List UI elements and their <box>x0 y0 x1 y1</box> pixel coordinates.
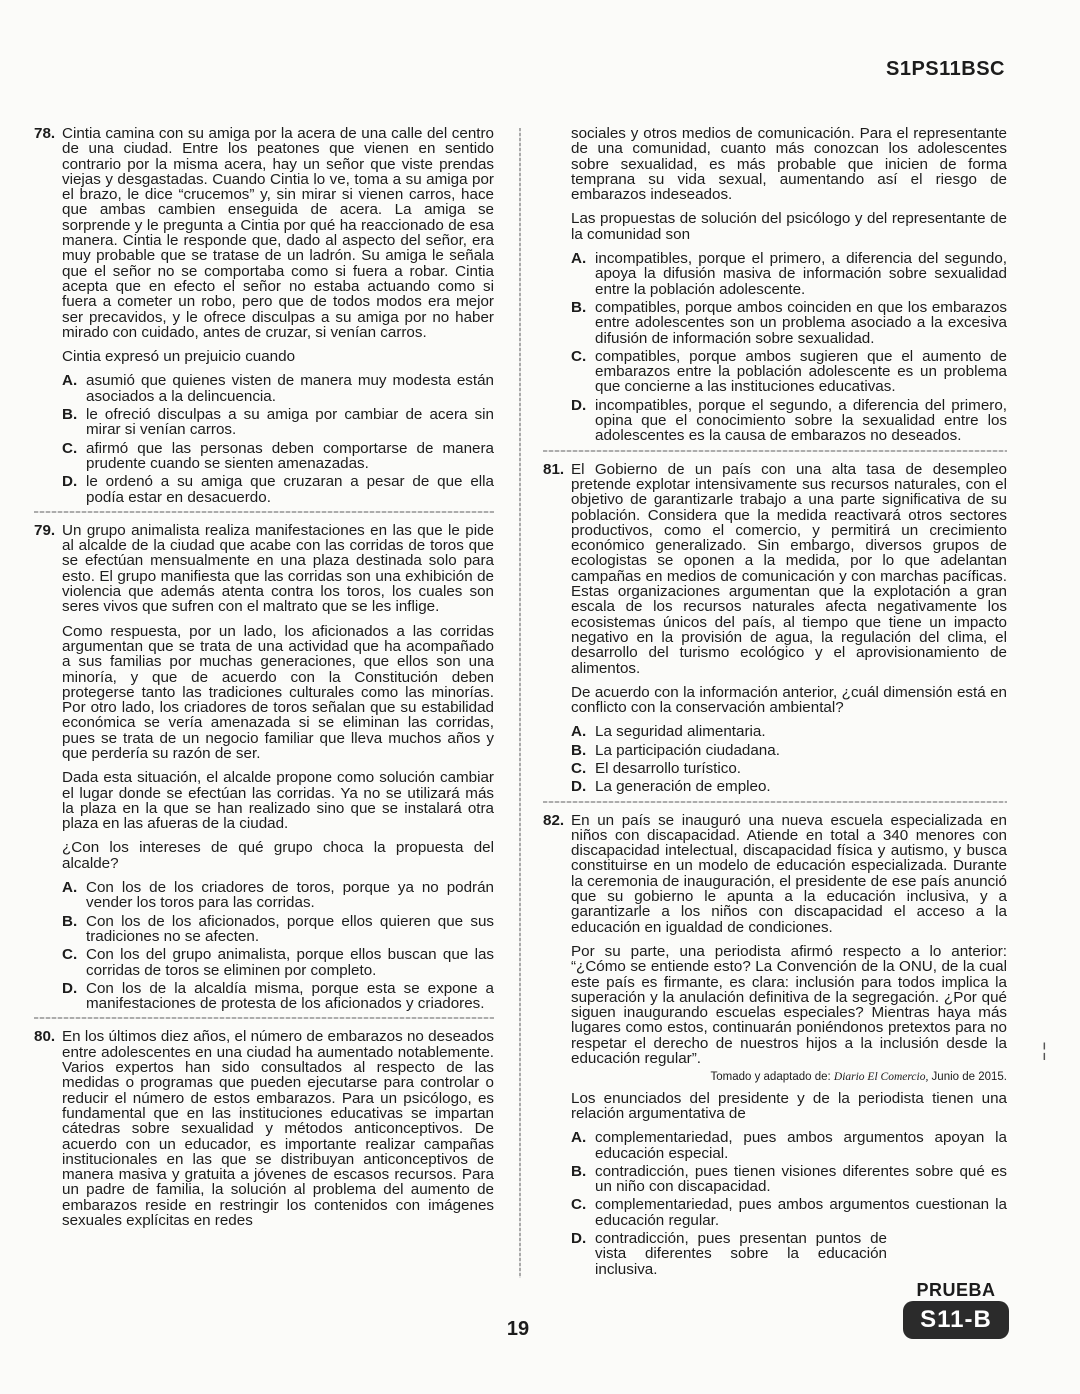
option-letter: C. <box>571 1196 587 1214</box>
option-b[interactable] <box>571 1164 1007 1195</box>
option-text: contradicción, pues presentan puntos de vista diferentes sobre la educación inclusiva. <box>595 1230 887 1278</box>
option-letter: B. <box>571 741 587 759</box>
option-d[interactable] <box>571 779 1007 794</box>
option-letter: B. <box>62 912 78 930</box>
question-prompt: Las propuestas de solución del psicólogo y del representante de la comunidad son <box>571 210 1007 243</box>
test-code-badge: S11-B <box>903 1301 1009 1339</box>
option-letter: C. <box>62 439 78 457</box>
source-title: Diario El Comercio, <box>833 1071 929 1084</box>
question-text: Como respuesta, por un lado, los aficionados a las corridas argumentan que se trata de una actividad que ha acompañado a sus familias por muchas generaciones, que ellos son una minoría, y que de acuerdo con la Constitución deben protegerse tanto las tradiciones culturales como las minorías. Por otro lado, los criadores de toros señalan que su estabilidad económica se vería amenazada si se eliminan las corridas, pues se trata de un negocio familiar que lleva muchos años y que perdería su razón de ser. <box>62 622 494 762</box>
page-number: 19 <box>506 1318 530 1340</box>
option-d[interactable] <box>62 474 494 505</box>
source-citation <box>571 1070 1007 1085</box>
option-text: La seguridad alimentaria. <box>595 723 766 741</box>
option-c[interactable] <box>62 947 494 978</box>
option-text: Con los de la alcaldía misma, porque esta se expone a manifestaciones de protesta de los aficionados y criadores. <box>86 979 494 1013</box>
option-letter: D. <box>571 1230 587 1247</box>
option-c[interactable] <box>571 1197 1007 1228</box>
option-text: El desarrollo turístico. <box>595 759 742 777</box>
option-letter: D. <box>571 778 587 796</box>
question-number: 82. <box>543 811 565 829</box>
option-text: La participación ciudadana. <box>595 741 780 759</box>
option-b[interactable] <box>62 407 494 438</box>
option-a[interactable] <box>571 724 1007 739</box>
option-text: incompatibles, porque el segundo, a diferencia del primero, opina que el conocimiento sobre la sexualidad entre los adolescentes es la causa de embarazos no deseados. <box>595 396 1007 445</box>
option-letter: A. <box>62 372 78 390</box>
option-a[interactable] <box>571 251 1007 297</box>
options-list <box>62 373 494 504</box>
option-letter: B. <box>571 298 587 316</box>
question-separator <box>34 1017 494 1019</box>
option-letter: D. <box>62 473 78 491</box>
option-b[interactable] <box>571 743 1007 758</box>
question-79 <box>34 523 494 1012</box>
option-text: Con los de los aficionados, porque ellos quieren que sus tradiciones no se afecten. <box>86 912 494 945</box>
option-d[interactable] <box>571 398 1007 444</box>
option-letter: A. <box>571 1129 587 1147</box>
question-text: Dada esta situación, el alcalde propone como solución cambiar el lugar donde se efectúan las corridas. Ya no se utilizará más la plaza en la que se han realizado sino que se instalará otra plaza en las afueras de la ciudad. <box>62 769 494 833</box>
option-a[interactable] <box>62 373 494 404</box>
question-prompt: Los enunciados del presidente y de la periodista tienen una relación argumentativa de <box>571 1089 1007 1122</box>
option-letter: C. <box>62 946 78 964</box>
option-text: incompatibles, porque el primero, a diferencia del segundo, apoya la difusión masiva de información sobre sexualidad entre la población adolescente. <box>595 250 1007 298</box>
question-text: Por su parte, una periodista afirmó respecto a lo anterior: “¿Cómo se entiende esto? La Convención de la ONU, de la cual este país es firmante, es clara: inclusión para todos implica la superación y la anulación definitiva de la segregación. ¿Por qué siguen inaugurando escuelas especiales? Mientras haya más lugares como estos, continuarán poniéndonos pretextos para no respetar el derecho de nuestros hijos a la inclusión desde la educación regular”. <box>571 942 1007 1068</box>
question-number: 81. <box>543 460 565 478</box>
question-number: 78. <box>34 125 56 142</box>
source-prefix: Tomado y adaptado de: <box>710 1071 831 1084</box>
option-text: complementariedad, pues ambos argumentos apoyan la educación especial. <box>595 1129 1007 1162</box>
option-text: Con los de los criadores de toros, porque ya no podrán vender los toros para las corridas. <box>86 879 494 912</box>
question-text: En los últimos diez años, el número de embarazos no deseados entre adolescentes en una ciudad ha aumentado notablemente. Varios expertos han sido consultados al respecto de las medidas o programas que pueden ejecutarse para controlar o reducir el número de estos embarazos. Para un psicólogo, es fundamental que en las instituciones educativas se impartan cátedras sobre sexualidad y métodos anticonceptivos. De acuerdo con un educador, es importante realizar campañas institucionales en las que se distribuyan anticonceptivos de manera masiva y gratuita a jóvenes de escasos recursos. Para un padre de familia, la solución al problema del aumento de embarazos reside en restringir los contenidos con imágenes sexuales explícitas en redes <box>62 1028 494 1229</box>
option-letter: A. <box>571 250 587 268</box>
question-separator <box>34 511 494 513</box>
column-divider <box>519 128 521 1278</box>
right-column <box>543 126 1007 1280</box>
question-prompt: De acuerdo con la información anterior, ¿cuál dimensión está en conflicto con la conservación ambiental? <box>571 683 1007 717</box>
question-text: Un grupo animalista realiza manifestaciones en las que le pide al alcalde de la ciudad que acabe con las corridas de toros que se efectúan mensualmente en una plaza destinada solo para esto. El grupo manifiesta que las corridas son una exhibición de violencia que además atenta contra los toros, los cuales son seres vivos que sufren con el maltrato que se les inflige. <box>62 521 494 616</box>
options-list <box>571 251 1007 444</box>
margin-mark: ¦ <box>1042 1040 1047 1060</box>
option-text: le ofreció disculpas a su amiga por cambiar de acera sin mirar si venían carros. <box>86 406 494 439</box>
option-text: afirmó que las personas deben comportarse de manera prudente cuando se sienten amenazadas. <box>86 439 494 472</box>
option-c[interactable] <box>571 761 1007 776</box>
question-text: Cintia camina con su amiga por la acera de una calle del centro de una ciudad. Entre los peatones que vienen en sentido contrario por la misma acera, hay un señor que viste prendas viejas y desgastadas. Cuando Cintia lo ve, toma a su amiga por el brazo, le dice “crucemos” y, sin mirar si vienen carros, hace que ambas cambien enseguida de acera. La amiga se sorprende y le pregunta a Cintia por qué ha reaccionado de esa manera. Cintia le responde que, dado al aspecto del señor, era muy probable que se tratase de un ladrón. Su amiga le señala que el señor no se comportaba como si fuera a robar. Cintia acepta que en efecto el señor no estaba actuando como si fuera a cometer un robo, pero que de todos modos era mejor ser precavidos, y le ofrece disculpas a su amiga por no haber mirado con cuidado, antes de cruzar, si venían carros. <box>62 125 494 341</box>
option-text: La generación de empleo. <box>595 778 771 796</box>
left-column <box>34 126 494 1237</box>
option-text: asumió que quienes visten de manera muy modesta están asociados a la delincuencia. <box>86 372 494 405</box>
option-text: le ordenó a su amiga que cruzaran a pesar de que ella podía estar en desacuerdo. <box>86 473 494 506</box>
question-80-continued <box>543 126 1007 444</box>
option-text: contradicción, pues tienen visiones diferentes sobre qué es un niño con discapacidad. <box>595 1162 1007 1196</box>
option-letter: B. <box>571 1162 587 1180</box>
option-b[interactable] <box>62 914 494 945</box>
question-82 <box>543 813 1007 1277</box>
option-a[interactable] <box>571 1130 1007 1161</box>
option-text: compatibles, porque ambos sugieren que el aumento de embarazos entre la población adolescente es un problema que concierne a las instituciones educativas. <box>595 347 1007 396</box>
option-text: complementariedad, pues ambos argumentos cuestionan la educación regular. <box>595 1196 1007 1229</box>
question-number: 79. <box>34 521 56 539</box>
test-label: PRUEBA <box>916 1280 996 1300</box>
options-list <box>571 724 1007 794</box>
option-letter: D. <box>62 979 78 997</box>
question-81 <box>543 462 1007 795</box>
question-separator <box>543 801 1007 803</box>
option-text: compatibles, porque ambos coinciden en que los embarazos entre adolescentes son un problema asociado a la excesiva difusión de información sobre sexualidad. <box>595 298 1007 347</box>
source-date: Junio de 2015. <box>931 1071 1007 1084</box>
question-text: En un país se inauguró una nueva escuela especializada en niños con discapacidad. Atiende en total a 340 menores con discapacidad intelectual, discapacidad física y autismo, y busca constituirse en un modelo de educación especializada. Durante la ceremonia de inauguración, el presidente de ese país anunció que su gobierno le apunta a la educación inclusiva, y a garantizarle a los niños con discapacidad el acceso a la educación en igualdad de condiciones. <box>571 811 1007 936</box>
question-separator <box>543 450 1007 452</box>
option-letter: B. <box>62 406 78 424</box>
question-prompt: ¿Con los intereses de qué grupo choca la propuesta del alcalde? <box>62 839 494 872</box>
option-letter: A. <box>62 879 78 897</box>
question-text: sociales y otros medios de comunicación. Para el representante de una comunidad, cuanto más conozcan los adolescentes sobre sexualidad, es más probable que inicien de forma temprana su vida sexual, aumentando así el riesgo de embarazos indeseados. <box>571 125 1007 204</box>
option-text: Con los del grupo animalista, porque ellos buscan que las corridas de toros se eliminen por completo. <box>86 946 494 979</box>
exam-code: S1PS11BSC <box>885 58 1005 80</box>
option-a[interactable] <box>62 880 494 911</box>
option-c[interactable] <box>571 349 1007 395</box>
question-prompt: Cintia expresó un prejuicio cuando <box>62 348 296 366</box>
question-text: El Gobierno de un país con una alta tasa de desempleo pretende explotar intensivamente sus recursos naturales, con el objetivo de garantizarle trabajo a una parte significativa de su población. Considera que la medida reactivará otros sectores productivos, como el comercio, y permitirá un crecimiento económico generalizado. Sin embargo, diversos grupos de ecologistas se oponen a la medida, por lo que adelantan campañas en medios de comunicación y con marchas pacíficas. Estas organizaciones argumentan que la explotación a gran escala de los recursos naturales afecta negativamente los ecosistemas únicos del país, al tiempo que tiene un impacto negativo en la provisión de agua, la regulación del clima, el desarrollo del turismo ecológico y el aprovisionamiento de alimentos. <box>571 460 1007 677</box>
option-letter: C. <box>571 347 587 365</box>
option-letter: A. <box>571 723 587 741</box>
question-80 <box>34 1029 494 1228</box>
option-c[interactable] <box>62 441 494 472</box>
options-list <box>571 1130 1007 1277</box>
option-d[interactable] <box>62 981 494 1012</box>
option-letter: D. <box>571 396 587 414</box>
option-letter: C. <box>571 759 587 777</box>
option-d[interactable] <box>571 1231 1007 1277</box>
question-78 <box>34 126 494 505</box>
options-list <box>62 880 494 1011</box>
question-number: 80. <box>34 1028 56 1046</box>
option-b[interactable] <box>571 300 1007 346</box>
